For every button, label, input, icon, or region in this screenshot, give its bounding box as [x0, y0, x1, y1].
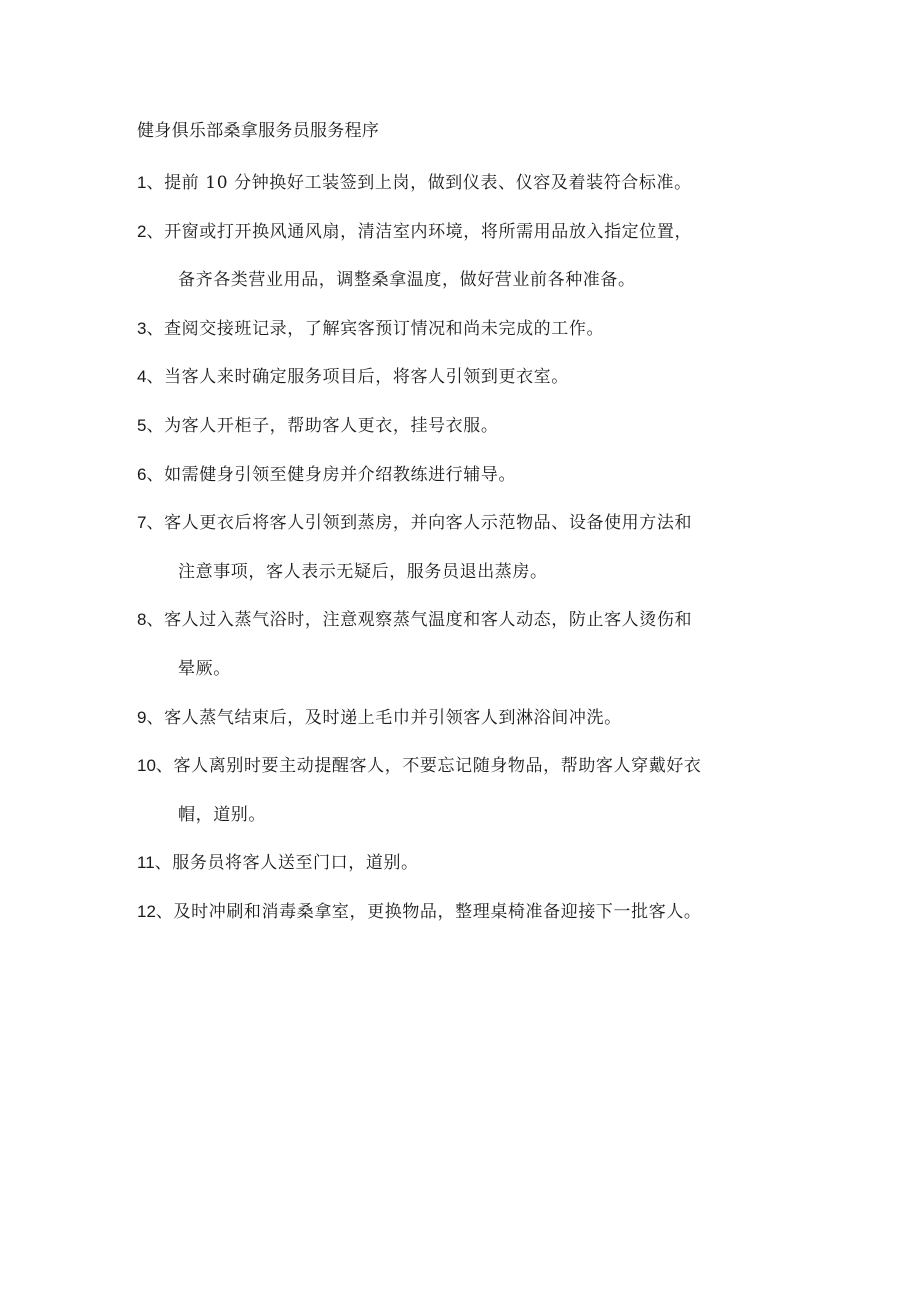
- procedure-line: [137, 360, 797, 409]
- procedure-text: 、如需健身引领至健身房并介绍教练进行辅导。: [146, 464, 517, 485]
- procedure-continuation-line: 帽，道别。: [178, 804, 266, 825]
- procedure-text: 、客人更衣后将客人引领到蒸房，并向客人示范物品、设备使用方法和: [146, 513, 693, 534]
- procedure-line: [137, 409, 797, 458]
- procedure-text: 、客人离别时要主动提醒客人，不要忘记随身物品，帮助客人穿戴好衣: [155, 756, 702, 777]
- procedure-item-10: [137, 749, 797, 846]
- procedure-line: [137, 701, 797, 750]
- procedure-number: 12: [137, 901, 156, 921]
- procedure-text: 、当客人来时确定服务项目后，将客人引领到更衣室。: [146, 367, 569, 388]
- procedure-text: 、及时冲刷和消毒桑拿室，更换物品，整理桌椅准备迎接下一批客人。: [155, 901, 702, 922]
- procedure-number: 2: [137, 221, 147, 241]
- procedure-number: 4: [137, 367, 147, 387]
- procedure-item-1: [137, 166, 797, 215]
- procedure-item-4: [137, 360, 797, 409]
- procedure-number: 1: [137, 173, 147, 192]
- procedure-item-2: [137, 215, 797, 312]
- procedure-number: 6: [137, 464, 147, 484]
- procedure-continuation-line: 注意事项，客人表示无疑后，服务员退出蒸房。: [178, 561, 548, 582]
- procedure-item-11: [137, 846, 797, 895]
- procedure-continuation-line: 备齐各类营业用品，调整桑拿温度，做好营业前各种准备。: [178, 270, 636, 291]
- procedure-text: 、开窗或打开换风通风扇，清洁室内环境，将所需用品放入指定位置，: [146, 221, 693, 242]
- procedure-item-8: [137, 603, 797, 700]
- procedure-line: [137, 312, 797, 361]
- procedure-line: [137, 603, 797, 652]
- procedure-text: 、客人蒸气结束后，及时递上毛巾并引领客人到淋浴间冲洗。: [146, 707, 622, 728]
- procedure-item-9: [137, 701, 797, 750]
- procedure-text: 、服务员将客人送至门口，道别。: [154, 853, 419, 874]
- procedure-line: [137, 895, 797, 944]
- procedure-number: 3: [137, 318, 147, 338]
- procedure-item-3: [137, 312, 797, 361]
- document-title: 健身俱乐部桑拿服务员服务程序: [137, 121, 380, 141]
- procedure-number: 8: [137, 610, 147, 630]
- procedure-number: 5: [137, 415, 147, 435]
- procedure-item-7: [137, 506, 797, 603]
- procedure-item-5: [137, 409, 797, 458]
- procedure-text: 、为客人开柜子，帮助客人更衣，挂号衣服。: [146, 415, 499, 436]
- procedure-line: [137, 846, 797, 895]
- procedure-line: [137, 458, 797, 507]
- procedure-number: 9: [137, 707, 147, 727]
- procedure-text: 、客人过入蒸气浴时，注意观察蒸气温度和客人动态，防止客人烫伤和: [146, 610, 693, 631]
- procedure-list: [137, 166, 797, 944]
- procedure-item-12: [137, 895, 797, 944]
- procedure-line: [137, 215, 797, 264]
- procedure-text: 、查阅交接班记录，了解宾客预订情况和尚未完成的工作。: [146, 318, 605, 339]
- procedure-text: 、提前 10 分钟换好工装签到上岗，做到仪表、仪容及着装符合标准。: [146, 173, 692, 193]
- procedure-line: [137, 166, 797, 215]
- procedure-line: [137, 506, 797, 555]
- procedure-number: 11: [137, 853, 155, 873]
- procedure-line: [137, 749, 797, 798]
- procedure-number: 7: [137, 513, 147, 533]
- procedure-continuation-line: 晕厥。: [178, 658, 231, 679]
- procedure-number: 10: [137, 756, 156, 776]
- procedure-item-6: [137, 458, 797, 507]
